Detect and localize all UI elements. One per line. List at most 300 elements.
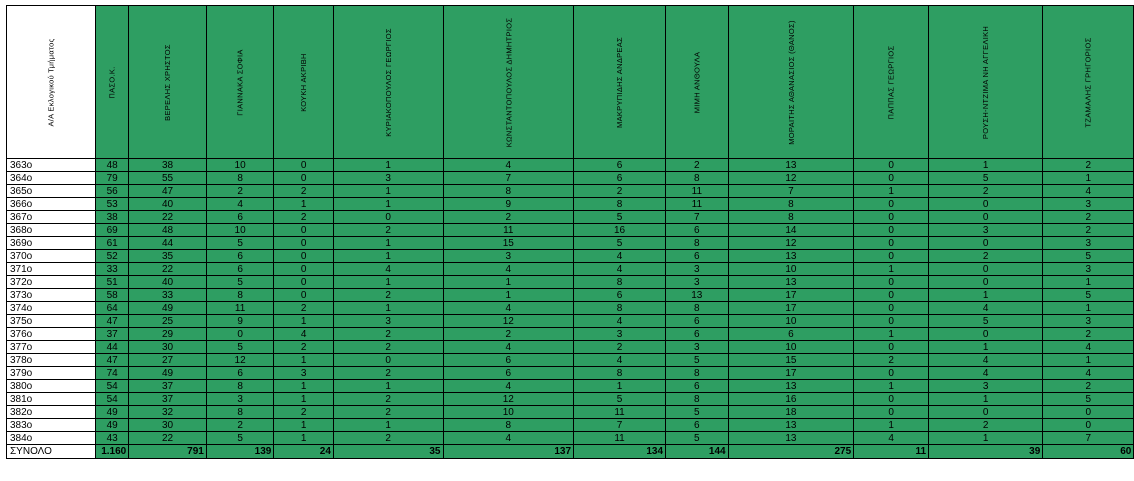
vote-cell: 0 (1043, 406, 1134, 419)
vote-cell: 10 (206, 224, 273, 237)
table-row (7, 276, 1134, 289)
precinct-label: 370ο (7, 250, 96, 263)
vote-cell: 11 (666, 185, 729, 198)
vote-cell: 1 (1043, 172, 1134, 185)
vote-cell: 3 (274, 367, 334, 380)
vote-cell: 3 (206, 393, 273, 406)
vote-cell: 8 (574, 276, 666, 289)
vote-cell: 5 (666, 354, 729, 367)
vote-cell: 1 (929, 432, 1043, 445)
vote-cell: 30 (129, 341, 207, 354)
vote-cell: 0 (854, 211, 929, 224)
vote-cell: 1 (333, 185, 443, 198)
total-cell: 1.160 (96, 445, 129, 459)
vote-cell: 1 (929, 289, 1043, 302)
vote-cell: 2 (666, 159, 729, 172)
vote-cell: 2 (443, 328, 574, 341)
vote-cell: 11 (443, 224, 574, 237)
table-row (7, 302, 1134, 315)
vote-cell: 0 (854, 302, 929, 315)
vote-cell: 22 (129, 263, 207, 276)
vote-cell: 2 (574, 185, 666, 198)
vote-cell: 4 (206, 198, 273, 211)
vote-cell: 0 (274, 276, 334, 289)
table-row (7, 367, 1134, 380)
precinct-label: 379ο (7, 367, 96, 380)
vote-cell: 1 (274, 432, 334, 445)
table-row (7, 159, 1134, 172)
column-header (443, 6, 574, 159)
vote-cell: 2 (1043, 224, 1134, 237)
vote-cell: 1 (274, 198, 334, 211)
column-header (929, 6, 1043, 159)
vote-cell: 5 (666, 432, 729, 445)
vote-cell: 8 (443, 185, 574, 198)
vote-cell: 2 (854, 354, 929, 367)
vote-cell: 2 (333, 406, 443, 419)
table-row (7, 250, 1134, 263)
vote-cell: 2 (274, 302, 334, 315)
column-header-label: ΓΙΑΝΝΑΚΑ ΣΟΦΙΑ (235, 48, 245, 116)
vote-cell: 6 (728, 328, 854, 341)
vote-cell: 5 (1043, 250, 1134, 263)
vote-cell: 6 (574, 172, 666, 185)
vote-cell: 3 (333, 172, 443, 185)
vote-cell: 0 (274, 224, 334, 237)
vote-cell: 8 (666, 302, 729, 315)
vote-cell: 0 (854, 237, 929, 250)
vote-cell: 47 (96, 354, 129, 367)
vote-cell: 0 (854, 367, 929, 380)
vote-cell: 0 (854, 289, 929, 302)
column-header-label: ΚΟΥΚΗ ΑΚΡΙΒΗ (299, 52, 309, 112)
vote-cell: 2 (206, 419, 273, 432)
vote-cell: 0 (929, 276, 1043, 289)
vote-cell: 44 (129, 237, 207, 250)
vote-cell: 13 (728, 250, 854, 263)
vote-cell: 0 (333, 354, 443, 367)
vote-cell: 7 (574, 419, 666, 432)
vote-cell: 6 (666, 224, 729, 237)
vote-cell: 1 (854, 263, 929, 276)
vote-cell: 8 (206, 289, 273, 302)
vote-cell: 2 (274, 406, 334, 419)
precinct-label: 384ο (7, 432, 96, 445)
vote-cell: 3 (666, 341, 729, 354)
vote-cell: 74 (96, 367, 129, 380)
vote-cell: 4 (854, 432, 929, 445)
total-cell: 791 (129, 445, 207, 459)
vote-cell: 2 (1043, 159, 1134, 172)
vote-cell: 0 (854, 159, 929, 172)
precinct-label: 376ο (7, 328, 96, 341)
vote-cell: 1 (854, 419, 929, 432)
vote-cell: 12 (443, 393, 574, 406)
vote-cell: 40 (129, 198, 207, 211)
precinct-label: 375ο (7, 315, 96, 328)
vote-cell: 5 (929, 315, 1043, 328)
column-header-label: ΜΙΜΗ ΑΝΘΟΥΛΑ (692, 51, 702, 113)
vote-cell: 6 (666, 250, 729, 263)
vote-cell: 4 (443, 380, 574, 393)
vote-cell: 17 (728, 367, 854, 380)
total-cell: 134 (574, 445, 666, 459)
vote-cell: 0 (274, 289, 334, 302)
table-row (7, 237, 1134, 250)
vote-cell: 6 (574, 289, 666, 302)
vote-cell: 79 (96, 172, 129, 185)
total-cell: 144 (666, 445, 729, 459)
vote-cell: 32 (129, 406, 207, 419)
vote-cell: 25 (129, 315, 207, 328)
table-row (7, 328, 1134, 341)
vote-cell: 4 (1043, 367, 1134, 380)
table-row (7, 341, 1134, 354)
vote-cell: 8 (206, 406, 273, 419)
column-header (96, 6, 129, 159)
vote-cell: 38 (96, 211, 129, 224)
vote-cell: 1 (333, 302, 443, 315)
vote-cell: 6 (666, 328, 729, 341)
corner-label: Α/Α Εκλογικού Τμήματος (46, 37, 56, 127)
vote-cell: 7 (1043, 432, 1134, 445)
vote-cell: 3 (666, 263, 729, 276)
vote-cell: 1 (333, 419, 443, 432)
vote-cell: 0 (1043, 419, 1134, 432)
vote-cell: 43 (96, 432, 129, 445)
total-cell: 11 (854, 445, 929, 459)
table-row (7, 211, 1134, 224)
total-cell: 39 (929, 445, 1043, 459)
vote-cell: 4 (574, 263, 666, 276)
vote-cell: 11 (666, 198, 729, 211)
vote-cell: 1 (854, 328, 929, 341)
vote-cell: 13 (728, 432, 854, 445)
vote-cell: 3 (929, 224, 1043, 237)
vote-cell: 0 (929, 328, 1043, 341)
precinct-label: 378ο (7, 354, 96, 367)
vote-cell: 3 (333, 315, 443, 328)
vote-cell: 5 (574, 237, 666, 250)
vote-cell: 2 (333, 432, 443, 445)
column-header-label: ΚΥΡΙΑΚΟΠΟΥΛΟΣ ΓΕΩΡΓΙΟΣ (383, 27, 393, 137)
total-cell: 24 (274, 445, 334, 459)
vote-cell: 6 (666, 315, 729, 328)
vote-cell: 10 (728, 341, 854, 354)
vote-cell: 4 (443, 159, 574, 172)
vote-cell: 2 (333, 328, 443, 341)
precinct-label: 381ο (7, 393, 96, 406)
vote-cell: 8 (574, 367, 666, 380)
precinct-label: 366ο (7, 198, 96, 211)
column-header-label: ΤΖΑΜΑΛΗΣ ΓΡΗΓΟΡΙΟΣ (1083, 36, 1093, 128)
vote-cell: 2 (274, 185, 334, 198)
vote-cell: 11 (206, 302, 273, 315)
corner-header (7, 6, 96, 159)
vote-cell: 1 (333, 237, 443, 250)
vote-cell: 2 (333, 224, 443, 237)
vote-cell: 1 (274, 315, 334, 328)
vote-cell: 1 (274, 419, 334, 432)
precinct-label: 374ο (7, 302, 96, 315)
vote-cell: 7 (728, 185, 854, 198)
vote-cell: 2 (1043, 328, 1134, 341)
table-row (7, 354, 1134, 367)
vote-cell: 2 (333, 341, 443, 354)
vote-cell: 8 (574, 302, 666, 315)
column-header (1043, 6, 1134, 159)
vote-cell: 44 (96, 341, 129, 354)
vote-cell: 4 (574, 315, 666, 328)
vote-cell: 49 (129, 367, 207, 380)
vote-cell: 22 (129, 211, 207, 224)
column-header (274, 6, 334, 159)
precinct-label: 372ο (7, 276, 96, 289)
vote-cell: 5 (206, 341, 273, 354)
vote-cell: 6 (206, 250, 273, 263)
total-row (7, 445, 1134, 459)
vote-cell: 8 (666, 172, 729, 185)
vote-cell: 6 (574, 159, 666, 172)
vote-cell: 53 (96, 198, 129, 211)
vote-cell: 69 (96, 224, 129, 237)
vote-cell: 38 (129, 159, 207, 172)
table-row (7, 393, 1134, 406)
vote-cell: 3 (1043, 237, 1134, 250)
vote-cell: 10 (728, 263, 854, 276)
vote-cell: 3 (1043, 315, 1134, 328)
vote-cell: 1 (333, 380, 443, 393)
vote-cell: 0 (929, 263, 1043, 276)
vote-cell: 2 (1043, 211, 1134, 224)
vote-cell: 10 (728, 315, 854, 328)
vote-cell: 1 (333, 276, 443, 289)
table-row (7, 198, 1134, 211)
vote-cell: 16 (574, 224, 666, 237)
vote-cell: 12 (443, 315, 574, 328)
vote-cell: 0 (274, 159, 334, 172)
vote-cell: 1 (1043, 354, 1134, 367)
vote-cell: 1 (333, 159, 443, 172)
vote-cell: 9 (443, 198, 574, 211)
vote-cell: 5 (929, 172, 1043, 185)
vote-cell: 1 (274, 380, 334, 393)
vote-cell: 2 (574, 341, 666, 354)
vote-cell: 12 (206, 354, 273, 367)
vote-cell: 49 (129, 302, 207, 315)
vote-cell: 52 (96, 250, 129, 263)
vote-cell: 48 (129, 224, 207, 237)
vote-cell: 37 (129, 393, 207, 406)
vote-cell: 13 (728, 159, 854, 172)
precinct-label: 380ο (7, 380, 96, 393)
vote-cell: 4 (1043, 185, 1134, 198)
vote-cell: 4 (274, 328, 334, 341)
vote-cell: 3 (443, 250, 574, 263)
total-cell: 139 (206, 445, 273, 459)
vote-cell: 48 (96, 159, 129, 172)
vote-cell: 1 (854, 185, 929, 198)
vote-cell: 61 (96, 237, 129, 250)
vote-cell: 1 (274, 393, 334, 406)
vote-cell: 2 (929, 250, 1043, 263)
vote-cell: 2 (333, 289, 443, 302)
column-header (206, 6, 273, 159)
vote-cell: 1 (1043, 276, 1134, 289)
vote-cell: 35 (129, 250, 207, 263)
vote-cell: 0 (854, 276, 929, 289)
vote-cell: 15 (728, 354, 854, 367)
vote-cell: 7 (666, 211, 729, 224)
vote-cell: 29 (129, 328, 207, 341)
vote-cell: 4 (443, 432, 574, 445)
vote-cell: 13 (728, 419, 854, 432)
table-row (7, 419, 1134, 432)
vote-cell: 4 (333, 263, 443, 276)
vote-cell: 0 (854, 341, 929, 354)
vote-cell: 0 (206, 328, 273, 341)
precinct-label: 368ο (7, 224, 96, 237)
vote-cell: 18 (728, 406, 854, 419)
table-body (7, 159, 1134, 459)
vote-cell: 5 (574, 211, 666, 224)
vote-cell: 6 (666, 380, 729, 393)
vote-cell: 10 (206, 159, 273, 172)
vote-cell: 1 (929, 341, 1043, 354)
vote-cell: 14 (728, 224, 854, 237)
vote-cell: 30 (129, 419, 207, 432)
vote-cell: 1 (443, 276, 574, 289)
vote-cell: 5 (574, 393, 666, 406)
vote-cell: 55 (129, 172, 207, 185)
column-header-label: ΜΑΚΡΥΠΙΔΗΣ ΑΝΔΡΕΑΣ (615, 36, 625, 128)
precinct-label: 364ο (7, 172, 96, 185)
vote-cell: 13 (728, 276, 854, 289)
vote-cell: 5 (1043, 289, 1134, 302)
table-row (7, 185, 1134, 198)
total-cell: 137 (443, 445, 574, 459)
vote-cell: 0 (854, 393, 929, 406)
vote-cell: 54 (96, 380, 129, 393)
vote-cell: 10 (443, 406, 574, 419)
column-header-label: ΡΟΥΣΗ-ΝΤΖΙΜΑ ΝΗ ΑΓΓΕΛΙΚΗ (981, 25, 991, 139)
vote-cell: 0 (274, 172, 334, 185)
total-label: ΣΥΝΟΛΟ (7, 445, 96, 459)
vote-cell: 5 (206, 432, 273, 445)
column-header-label: ΒΕΡΕΛΗΣ ΧΡΗΣΤΟΣ (163, 43, 173, 121)
vote-cell: 0 (854, 172, 929, 185)
total-cell: 275 (728, 445, 854, 459)
vote-cell: 5 (206, 276, 273, 289)
vote-cell: 3 (1043, 263, 1134, 276)
vote-cell: 47 (129, 185, 207, 198)
vote-cell: 8 (728, 211, 854, 224)
vote-cell: 1 (1043, 302, 1134, 315)
vote-cell: 4 (443, 263, 574, 276)
vote-cell: 3 (666, 276, 729, 289)
table-row (7, 315, 1134, 328)
vote-cell: 16 (728, 393, 854, 406)
vote-cell: 17 (728, 302, 854, 315)
vote-cell: 0 (854, 224, 929, 237)
vote-cell: 22 (129, 432, 207, 445)
vote-cell: 4 (574, 250, 666, 263)
vote-cell: 49 (96, 419, 129, 432)
vote-cell: 0 (274, 250, 334, 263)
vote-cell: 4 (443, 302, 574, 315)
vote-cell: 4 (929, 354, 1043, 367)
vote-cell: 49 (96, 406, 129, 419)
vote-cell: 6 (206, 263, 273, 276)
vote-cell: 2 (333, 393, 443, 406)
vote-cell: 12 (728, 172, 854, 185)
vote-cell: 3 (1043, 198, 1134, 211)
vote-cell: 9 (206, 315, 273, 328)
vote-cell: 2 (443, 211, 574, 224)
vote-cell: 2 (274, 211, 334, 224)
vote-cell: 2 (929, 419, 1043, 432)
table-row (7, 432, 1134, 445)
vote-cell: 54 (96, 393, 129, 406)
vote-cell: 6 (443, 367, 574, 380)
column-header-label: ΚΩΝΣΤΑΝΤΟΠΟΥΛΟΣ ΔΗΜΗΤΡΙΟΣ (503, 17, 513, 147)
vote-cell: 7 (443, 172, 574, 185)
vote-cell: 8 (206, 380, 273, 393)
vote-cell: 0 (854, 250, 929, 263)
vote-cell: 2 (206, 185, 273, 198)
vote-cell: 64 (96, 302, 129, 315)
precinct-label: 377ο (7, 341, 96, 354)
vote-cell: 0 (929, 198, 1043, 211)
vote-cell: 0 (929, 237, 1043, 250)
vote-cell: 1 (929, 159, 1043, 172)
vote-cell: 0 (929, 406, 1043, 419)
vote-cell: 6 (206, 367, 273, 380)
vote-cell: 8 (666, 237, 729, 250)
vote-cell: 1 (333, 250, 443, 263)
vote-cell: 0 (854, 315, 929, 328)
vote-cell: 0 (854, 198, 929, 211)
vote-cell: 5 (206, 237, 273, 250)
vote-cell: 33 (129, 289, 207, 302)
vote-cell: 6 (206, 211, 273, 224)
vote-cell: 8 (666, 367, 729, 380)
vote-cell: 37 (96, 328, 129, 341)
vote-cell: 0 (333, 211, 443, 224)
vote-cell: 8 (666, 393, 729, 406)
vote-cell: 17 (728, 289, 854, 302)
vote-cell: 6 (666, 419, 729, 432)
vote-cell: 5 (666, 406, 729, 419)
vote-cell: 8 (206, 172, 273, 185)
precinct-label: 365ο (7, 185, 96, 198)
vote-cell: 2 (929, 185, 1043, 198)
vote-cell: 1 (929, 393, 1043, 406)
vote-cell: 4 (929, 367, 1043, 380)
vote-cell: 58 (96, 289, 129, 302)
vote-cell: 1 (333, 198, 443, 211)
precinct-label: 369ο (7, 237, 96, 250)
vote-cell: 8 (443, 419, 574, 432)
vote-cell: 15 (443, 237, 574, 250)
vote-cell: 8 (728, 198, 854, 211)
vote-cell: 3 (574, 328, 666, 341)
vote-cell: 5 (1043, 393, 1134, 406)
column-header-label: ΠΑΣΟ.Κ. (107, 65, 117, 99)
vote-cell: 2 (1043, 380, 1134, 393)
vote-cell: 11 (574, 432, 666, 445)
table-row (7, 263, 1134, 276)
